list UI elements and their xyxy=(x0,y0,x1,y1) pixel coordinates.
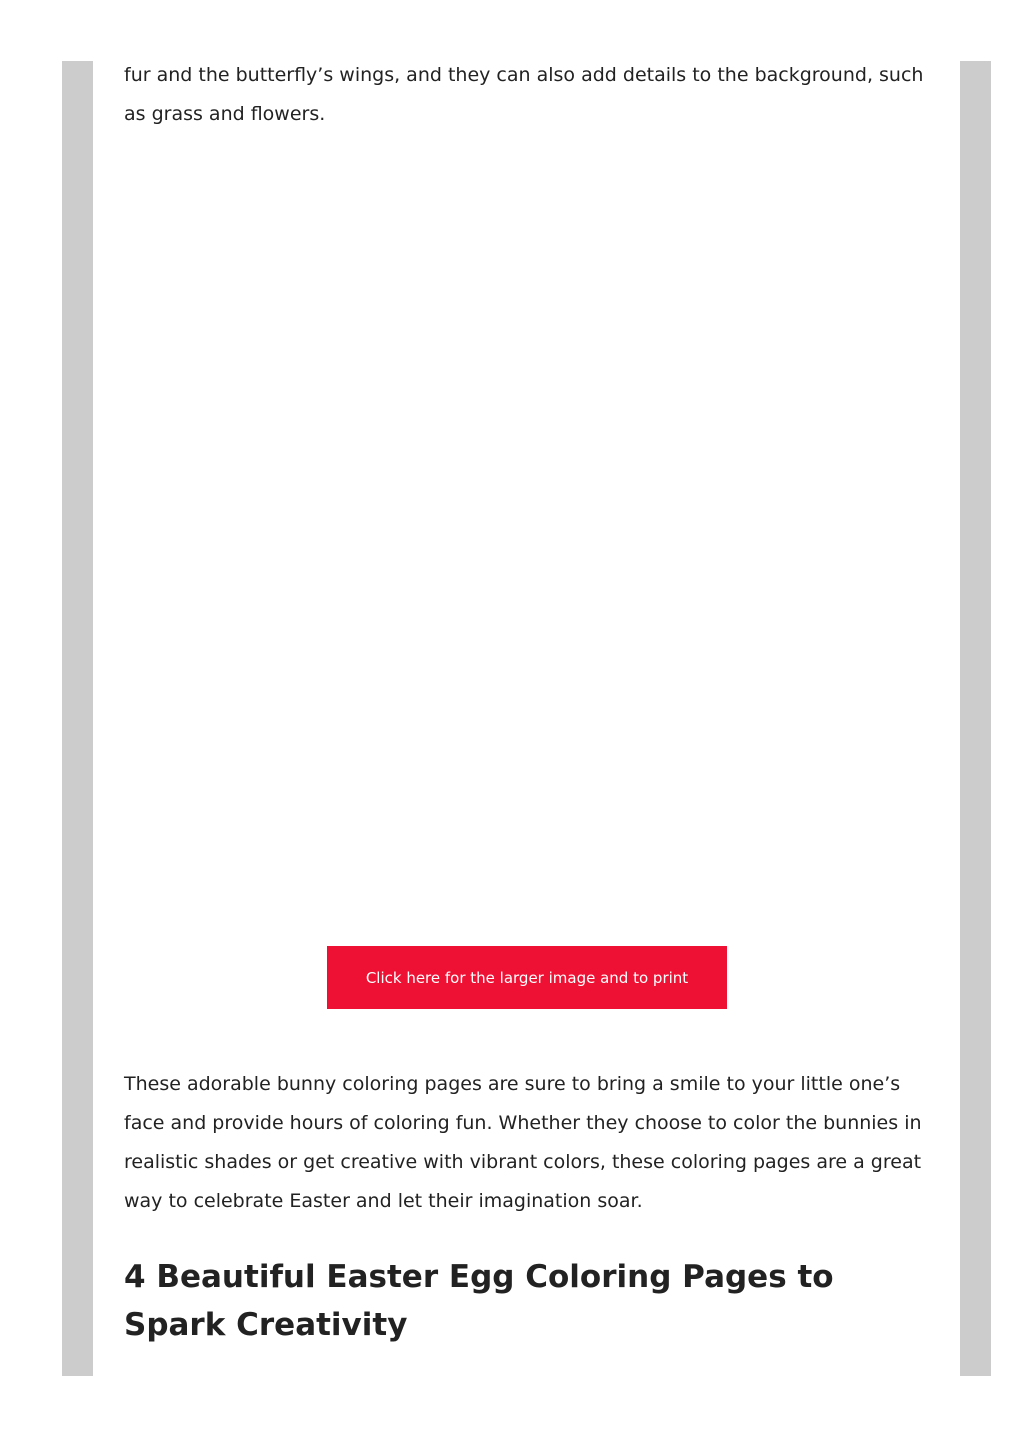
right-side-rail xyxy=(960,61,991,1376)
coloring-page-image[interactable] xyxy=(124,150,924,920)
section-heading: 4 Beautiful Easter Egg Coloring Pages to Spark Creativity xyxy=(124,1259,834,1343)
intro-paragraph: fur and the butterfly’s wings, and they can also add details to the background, such as grass and flowers. xyxy=(124,64,924,125)
closing-paragraph: These adorable bunny coloring pages are sure to bring a smile to your little one’s face and provide hours of coloring fun. Whether they choose to color the bunnies in realistic shades or get creative with vibrant colors, these coloring pages are a great way to celebrate Easter and let their imagination soar. xyxy=(124,1073,922,1212)
left-side-rail xyxy=(62,61,93,1376)
print-larger-image-button[interactable]: Click here for the larger image and to print xyxy=(327,946,727,1009)
